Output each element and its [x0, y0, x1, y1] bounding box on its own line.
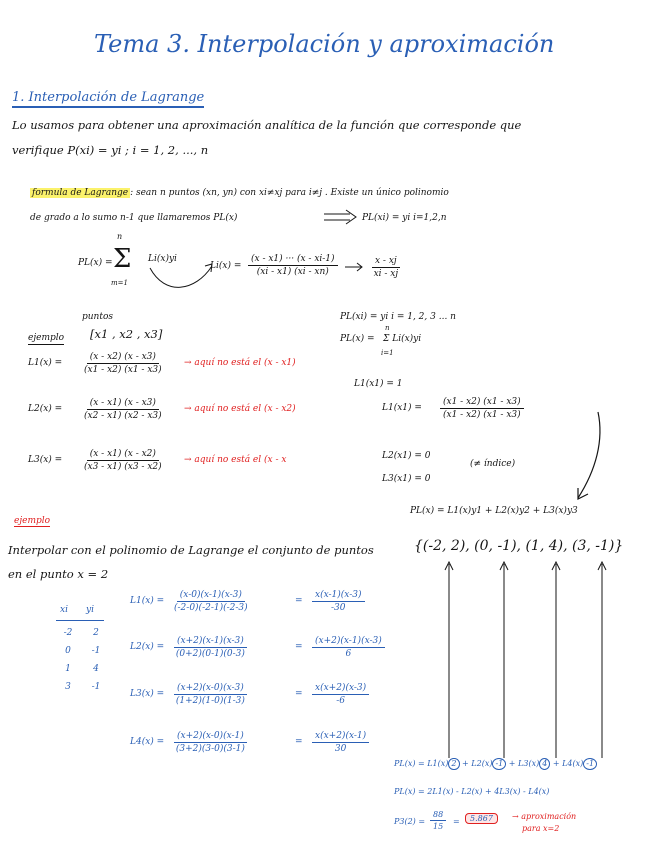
r4-numerator: (x1 - x2) (x1 - x3) [440, 397, 524, 409]
pl1-coef-4: -1 [583, 758, 597, 770]
table-head-y: yi [86, 605, 94, 615]
pl1-a: PL(x) = L1(x) [394, 759, 449, 768]
L4-result-denominator: 30 [334, 744, 347, 754]
L4-lhs: L4(x) = [130, 737, 165, 747]
pl1-coef-3: 4 [539, 758, 550, 770]
sum-top: n [117, 232, 123, 241]
ratio-arrow-icon [345, 263, 362, 271]
r4-lhs: L1(x1) = [382, 403, 422, 413]
l3-lhs: L3(x) = [28, 455, 63, 465]
long-arrow-icon [578, 412, 600, 498]
L2-numerator: (x+2)(x-1)(x-3) [174, 636, 247, 648]
L2-lhs: L2(x) = [130, 642, 165, 652]
pl-simplified: PL(x) = 2L1(x) - L2(x) + 4L3(x) - L4(x) [394, 787, 550, 796]
r5-note: (≠ índice) [470, 459, 516, 469]
intro-line-1: Lo usamos para obtener una aproximación analítica de la función que corresponde que [12, 118, 522, 132]
p3-note-2: para x=2 [522, 824, 560, 833]
p3-numerator: 88 [430, 810, 446, 821]
formula-line-2: de grado a lo sumo n-1 que llamaremos PL(x) [30, 213, 238, 223]
p3-eq: = [453, 817, 460, 826]
table-x-cell-3: 3 [65, 682, 71, 692]
L3-denominator: (1+2)(1-0)(1-3) [175, 696, 245, 706]
l2-lhs: L2(x) = [28, 404, 63, 414]
curved-arrow-icon [150, 266, 212, 287]
l1-denominator: (x1 - x2) (x1 - x3) [84, 365, 162, 375]
r6-text: L3(x1) = 0 [382, 474, 431, 484]
L4-numerator: (x+2)(x-0)(x-1) [174, 731, 247, 743]
sigma-symbol: Σ [113, 244, 132, 274]
li-lhs: Li(x) = [210, 261, 242, 271]
L1-denominator: (-2-0)(-2-1)(-2-3) [174, 603, 248, 613]
section-heading-text: 1. Interpolación de Lagrange [12, 90, 204, 108]
r1-text: PL(xi) = yi i = 1, 2, 3 ... n [340, 312, 456, 322]
L4-result-numerator: x(x+2)(x-1) [312, 731, 369, 743]
table-y-cell-0: 2 [93, 628, 99, 638]
L1-numerator: (x-0)(x-1)(x-3) [177, 590, 245, 602]
l1-numerator: (x - x2) (x - x3) [87, 352, 159, 364]
final-formula: PL(x) = L1(x)y1 + L2(x)y2 + L3(x)y3 [410, 506, 578, 516]
sum-term: Li(x)yi [148, 254, 177, 264]
table-y-cell-1: -1 [91, 646, 101, 656]
formula-label-highlight: formula de Lagrange [32, 188, 129, 198]
l2-denominator: (x2 - x1) (x2 - x3) [84, 411, 162, 421]
table-head-x: xi [60, 605, 68, 615]
L3-result-denominator: -6 [336, 696, 345, 706]
p3-note-1: → aproximación [512, 812, 577, 821]
L2-result-numerator: (x+2)(x-1)(x-3) [312, 636, 385, 648]
coefficient-arrows-icon [445, 562, 606, 758]
sum-bottom: m=1 [111, 279, 128, 287]
l1-lhs: L1(x) = [28, 358, 63, 368]
L4-denominator: (3+2)(3-0)(3-1) [175, 744, 245, 754]
l2-note: → aquí no está el (x - x2) [184, 404, 296, 414]
example2-text-1: Interpolar con el polinomio de Lagrange el conjunto de puntos [8, 543, 374, 557]
points-bracket: [x1 , x2 , x3] [90, 327, 163, 341]
l3-numerator: (x - x1) (x - x2) [87, 449, 159, 461]
points-set: {(-2, 2), (0, -1), (1, 4), (3, -1)} [414, 538, 624, 554]
p3-lhs: P3(2) = [394, 817, 426, 826]
L1-result-denominator: -30 [331, 603, 346, 613]
L2-result-denominator: 6 [345, 649, 352, 659]
L3-result-numerator: x(x+2)(x-3) [312, 683, 369, 695]
L4-eq: = [295, 737, 303, 747]
L1-lhs: L1(x) = [130, 596, 165, 606]
r4-denominator: (x1 - x2) (x1 - x3) [443, 410, 521, 420]
L3-numerator: (x+2)(x-0)(x-3) [174, 683, 247, 695]
L2-denominator: (0+2)(0-1)(0-3) [175, 649, 245, 659]
pl1-coef-1: 2 [448, 758, 459, 770]
table-x-cell-2: 1 [65, 664, 71, 674]
table-x-cell-0: -2 [63, 628, 73, 638]
l3-note: → aquí no está el (x - x [184, 455, 287, 465]
pl1-b: + L2(x) [462, 759, 493, 768]
r2-top: n [385, 324, 390, 332]
L2-eq: = [295, 642, 303, 652]
double-arrow-icon [324, 210, 356, 224]
r2-sum: Σ Li(x)yi [383, 334, 422, 344]
L3-eq: = [295, 689, 303, 699]
li-numerator: (x - x1) ··· (x - xi-1) [248, 254, 338, 266]
pl1-d: + L4(x) [552, 759, 584, 768]
example1-label-text: ejemplo [28, 333, 65, 343]
intro-line-2: verifique P(xi) = yi ; i = 1, 2, ..., n [12, 143, 209, 157]
l3-denominator: (x3 - x1) (x3 - x2) [84, 462, 162, 472]
L1-result-numerator: x(x-1)(x-3) [312, 590, 365, 602]
formula-arrow-result: PL(xi) = yi i=1,2,n [362, 213, 447, 223]
r2-bottom: i=1 [381, 349, 394, 357]
r3-text: L1(x1) = 1 [354, 379, 403, 389]
L3-lhs: L3(x) = [130, 689, 165, 699]
L1-eq: = [295, 596, 303, 606]
l1-note: → aquí no está el (x - x1) [184, 358, 296, 368]
formula-text-1: : sean n puntos (xn, yn) con xi≠xj para i≠j . Existe un único polinomio [130, 188, 449, 198]
example2-text-2: en el punto x = 2 [8, 567, 109, 581]
table-y-cell-3: -1 [91, 682, 101, 692]
page-title: Tema 3. Interpolación y aproximación [94, 30, 555, 58]
r2-lhs: PL(x) = [340, 334, 375, 344]
pl1-coef-2: -1 [492, 758, 506, 770]
example2-label-text: ejemplo [14, 516, 51, 526]
pl-lhs: PL(x) = [78, 258, 113, 268]
l2-numerator: (x - x1) (x - x3) [87, 398, 159, 410]
points-label: puntos [82, 312, 114, 322]
table-y-cell-2: 4 [93, 664, 99, 674]
table-x-cell-1: 0 [65, 646, 71, 656]
p3-denominator: 15 [433, 822, 444, 831]
li-denominator: (xi - x1) (xi - xn) [256, 267, 329, 277]
r5-text: L2(x1) = 0 [382, 451, 431, 461]
pl1-c: + L3(x) [508, 759, 540, 768]
p3-value: 5.867 [465, 813, 498, 824]
ratio-numerator: x - xj [372, 256, 400, 268]
ratio-denominator: xi - xj [373, 269, 399, 279]
